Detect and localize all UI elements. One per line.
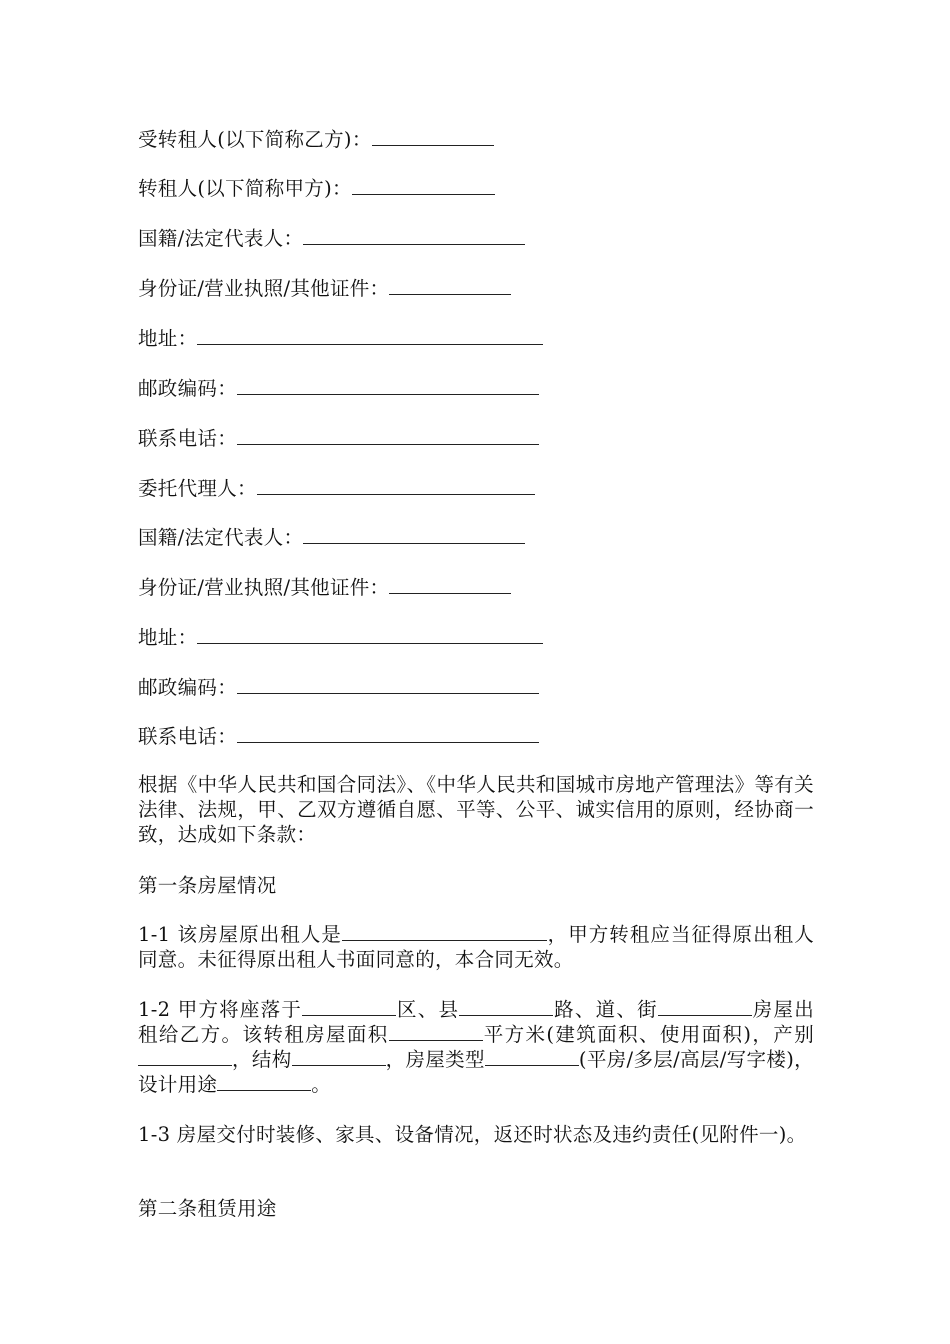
party-a-address-label: 地址：: [138, 327, 198, 350]
agent-postcode-label: 邮政编码：: [138, 676, 238, 699]
clause-1-2-h: (平房/多层/高层/写字楼)，设计用途: [138, 1048, 814, 1096]
agent-blank[interactable]: [257, 476, 535, 495]
design-use-blank[interactable]: [217, 1074, 311, 1091]
agent-id-blank[interactable]: [389, 575, 511, 594]
clause-1-2-b: 区、县: [396, 998, 460, 1021]
clause-1-2-e: 平方米(建筑面积、使用面积)，产别: [482, 1023, 814, 1046]
party-a-postcode-blank[interactable]: [237, 376, 539, 395]
clause-1-2-g: ，房屋类型: [385, 1048, 485, 1071]
agent-postcode-row: [138, 675, 539, 701]
clause-1-2-f: ，结构: [232, 1048, 292, 1071]
party-a-postcode-row: [138, 376, 539, 402]
clause-1-2: [138, 997, 814, 1097]
structure-blank[interactable]: [292, 1049, 386, 1066]
article-1-title: 第一条房屋情况: [138, 874, 277, 897]
preamble-paragraph: 根据《中华人民共和国合同法》、《中华人民共和国城市房地产管理法》等有关法律、法规，甲、乙双方遵循自愿、平等、公平、诚实信用的原则，经协商一致，达成如下条款：: [138, 773, 814, 846]
party-a-nationality-label: 国籍/法定代表人：: [138, 227, 304, 250]
agent-id-row: [138, 575, 511, 601]
clause-1-1-post: ，甲方转租应当征得原出租人同意。未征得原出租人书面同意的，本合同无效。: [138, 923, 814, 971]
agent-phone-row: [138, 724, 539, 750]
party-a-row: [138, 176, 495, 202]
party-a-nationality-blank[interactable]: [303, 226, 525, 245]
clause-1-2-a: 1-2 甲方将座落于: [138, 998, 303, 1021]
clause-1-2-d: 房屋出租给乙方。该转租房屋面积: [138, 998, 814, 1046]
house-type-blank[interactable]: [485, 1049, 579, 1066]
party-b-label: 受转租人(以下简称乙方)：: [138, 128, 372, 151]
district-blank[interactable]: [302, 999, 396, 1016]
party-a-address-row: [138, 326, 543, 352]
agent-label: 委托代理人：: [138, 477, 257, 500]
agent-phone-label: 联系电话：: [138, 725, 238, 748]
agent-address-blank[interactable]: [197, 625, 543, 644]
agent-phone-blank[interactable]: [237, 724, 539, 743]
party-a-label: 转租人(以下简称甲方)：: [138, 177, 352, 200]
party-b-row: [138, 127, 494, 153]
agent-nationality-label: 国籍/法定代表人：: [138, 526, 304, 549]
property-type-blank[interactable]: [138, 1049, 232, 1066]
original-lessor-blank[interactable]: [342, 924, 547, 941]
party-b-blank[interactable]: [372, 127, 494, 146]
agent-address-row: [138, 625, 543, 651]
agent-row: [138, 476, 535, 502]
party-a-nationality-row: [138, 226, 525, 252]
agent-address-label: 地址：: [138, 626, 198, 649]
agent-nationality-row: [138, 525, 525, 551]
clause-1-3: 1-3 房屋交付时装修、家具、设备情况，返还时状态及违约责任(见附件一)。: [138, 1123, 807, 1146]
clause-1-1-pre: 1-1 该房屋原出租人是: [138, 923, 342, 946]
party-a-phone-row: [138, 426, 539, 452]
party-a-phone-label: 联系电话：: [138, 427, 238, 450]
party-a-id-row: [138, 276, 511, 302]
party-a-blank[interactable]: [352, 176, 495, 195]
party-a-postcode-label: 邮政编码：: [138, 377, 238, 400]
party-a-address-blank[interactable]: [197, 326, 543, 345]
agent-id-label: 身份证/营业执照/其他证件：: [138, 576, 390, 599]
agent-postcode-blank[interactable]: [237, 675, 539, 694]
area-blank[interactable]: [389, 1024, 483, 1041]
article-2-title: 第二条租赁用途: [138, 1197, 277, 1220]
party-a-id-blank[interactable]: [389, 276, 511, 295]
road-blank[interactable]: [459, 999, 553, 1016]
clause-1-2-i: 。: [311, 1073, 332, 1096]
clause-1-2-c: 路、道、街: [553, 998, 658, 1021]
clause-1-1: [138, 922, 814, 972]
party-a-phone-blank[interactable]: [237, 426, 539, 445]
agent-nationality-blank[interactable]: [303, 525, 525, 544]
street-number-blank[interactable]: [658, 999, 752, 1016]
party-a-id-label: 身份证/营业执照/其他证件：: [138, 277, 390, 300]
